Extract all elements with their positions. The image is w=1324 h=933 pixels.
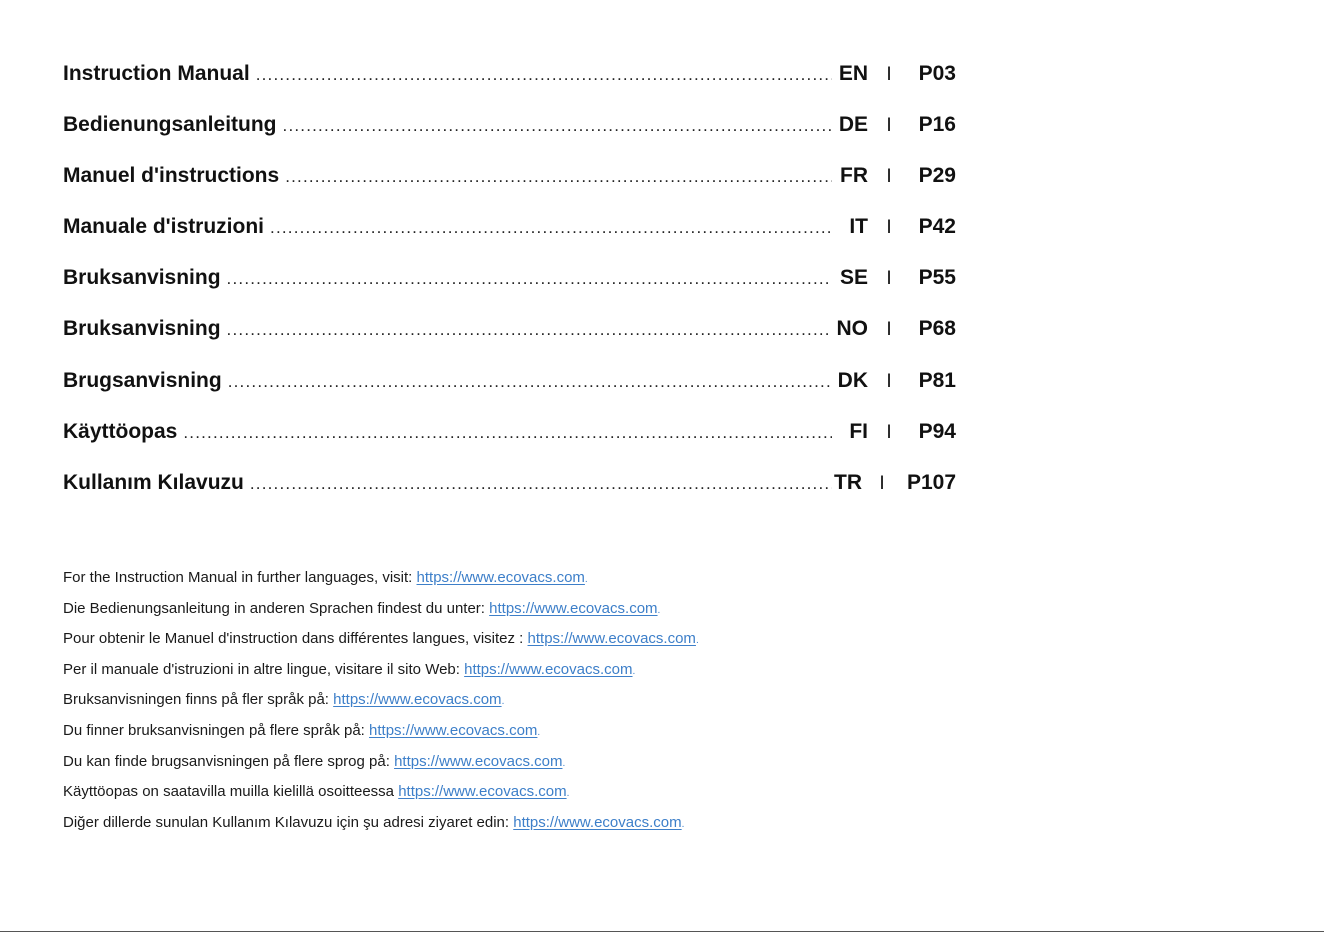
toc-leader-dots [183, 418, 832, 448]
toc-language-code: IT [849, 215, 868, 239]
ecovacs-link[interactable]: https://www.ecovacs.com [416, 569, 585, 586]
link-suffix: . [632, 665, 636, 677]
toc-language-code: DK [837, 368, 868, 392]
ecovacs-link[interactable]: https://www.ecovacs.com [527, 630, 696, 648]
toc-title: Manuel d'instructions [63, 164, 280, 188]
link-suffix: . [562, 757, 566, 769]
toc-page-number: P94 [918, 419, 956, 443]
link-suffix: . [537, 726, 541, 738]
link-text: Du kan finde brugsanvisningen på flere sprog på: [63, 752, 395, 770]
link-line-fi [63, 780, 963, 811]
link-text: Pour obtenir le Manuel d'instruction dans différentes langues, visitez : [63, 630, 528, 648]
link-line-tr [63, 811, 963, 842]
link-text: Bruksanvisningen finns på fler språk på: [63, 691, 334, 709]
ecovacs-link[interactable]: https://www.ecovacs.com [369, 721, 538, 739]
toc-title: Bruksanvisning [63, 317, 221, 341]
toc-leader-dots [250, 469, 832, 499]
toc-separator: I [886, 268, 892, 290]
toc-title: Brugsanvisning [63, 368, 222, 392]
language-links-list [63, 566, 963, 841]
toc-leader-dots [228, 367, 832, 397]
toc-row-no[interactable] [63, 314, 956, 365]
link-suffix: . [584, 574, 588, 585]
toc-title: Kullanım Kılavuzu [63, 470, 244, 494]
link-line-no [63, 719, 963, 750]
toc-language-code: TR [834, 470, 862, 494]
toc-separator: I [886, 319, 892, 341]
toc-title: Instruction Manual [63, 62, 250, 85]
toc-separator: I [886, 115, 892, 137]
link-line-fr [63, 627, 963, 658]
toc-page-number: P03 [918, 62, 956, 85]
toc-row-se[interactable] [63, 263, 956, 314]
ecovacs-link[interactable]: https://www.ecovacs.com [464, 660, 633, 678]
toc-row-fr[interactable] [63, 161, 956, 212]
toc-title: Käyttöopas [63, 419, 178, 443]
toc-page-number: P107 [906, 470, 956, 494]
toc-page-number: P16 [918, 113, 956, 137]
toc-page-number: P81 [918, 368, 956, 392]
link-text: Die Bedienungsanleitung in anderen Sprachen findest du unter: [63, 599, 490, 617]
toc-title: Bedienungsanleitung [63, 113, 277, 137]
toc-language-code: FR [840, 164, 868, 188]
toc-separator: I [886, 166, 892, 188]
toc-title: Manuale d'istruzioni [63, 215, 265, 239]
toc-language-code: SE [839, 266, 868, 290]
toc-row-it[interactable] [63, 212, 956, 263]
toc-row-fi[interactable] [63, 417, 956, 468]
toc-page-number: P55 [918, 266, 956, 290]
ecovacs-link[interactable]: https://www.ecovacs.com [394, 752, 563, 770]
toc-language-code: EN [838, 62, 868, 85]
toc-row-de[interactable] [63, 110, 956, 161]
toc-separator: I [886, 217, 892, 239]
link-suffix: . [681, 818, 685, 830]
ecovacs-link[interactable]: https://www.ecovacs.com [513, 813, 682, 831]
toc-leader-dots [227, 264, 832, 294]
ecovacs-link[interactable]: https://www.ecovacs.com [398, 783, 567, 801]
link-suffix: . [566, 788, 570, 800]
link-text: Diğer dillerde sunulan Kullanım Kılavuzu için şu adresi ziyaret edin: [63, 813, 514, 831]
toc-leader-dots [283, 111, 832, 141]
toc-leader-dots [256, 60, 832, 90]
link-text: Per il manuale d'istruzioni in altre lingue, visitare il sito Web: [63, 660, 465, 678]
toc-separator: I [886, 370, 892, 392]
link-text: Du finner bruksanvisningen på flere språk på: [63, 721, 370, 739]
link-line-it [63, 658, 963, 689]
toc-title: Bruksanvisning [63, 266, 221, 290]
toc-row-dk[interactable] [63, 366, 956, 417]
toc-language-code: NO [836, 317, 868, 341]
toc-leader-dots [285, 162, 832, 192]
ecovacs-link[interactable]: https://www.ecovacs.com [489, 599, 658, 617]
toc-leader-dots [227, 315, 832, 345]
ecovacs-link[interactable]: https://www.ecovacs.com [333, 691, 502, 709]
link-suffix: . [695, 635, 699, 647]
link-line-de [63, 597, 963, 628]
toc-row-en[interactable] [63, 59, 956, 110]
toc-separator: I [879, 472, 885, 494]
toc-language-code: DE [838, 113, 868, 137]
toc-separator: I [886, 64, 892, 85]
link-line-dk [63, 750, 963, 781]
toc-separator: I [886, 421, 892, 443]
link-text: Käyttöopas on saatavilla muilla kielillä osoitteessa [63, 783, 399, 801]
toc-row-tr[interactable] [63, 468, 956, 519]
bottom-divider [0, 931, 1324, 932]
toc-page-number: P68 [918, 317, 956, 341]
table-of-contents [63, 59, 956, 519]
toc-language-code: FI [849, 419, 868, 443]
toc-page-number: P29 [918, 164, 956, 188]
link-text: For the Instruction Manual in further languages, visit: [63, 569, 417, 586]
link-line-se [63, 688, 963, 719]
toc-leader-dots [270, 213, 832, 243]
link-suffix: . [657, 604, 661, 616]
toc-page-number: P42 [918, 215, 956, 239]
link-suffix: . [501, 696, 505, 708]
link-line-en [63, 566, 963, 597]
